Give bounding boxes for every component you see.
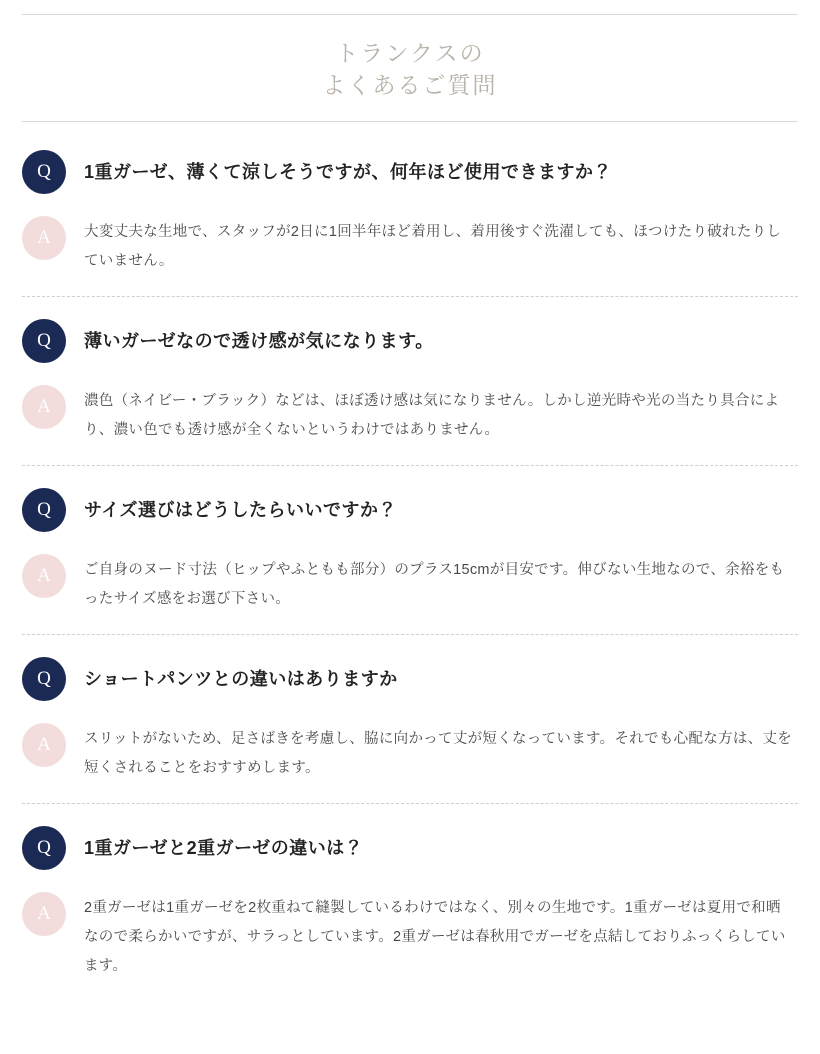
question-badge-icon: Q — [22, 319, 66, 363]
answer-badge-icon: A — [22, 723, 66, 767]
answer-badge-icon: A — [22, 216, 66, 260]
faq-question-row — [22, 657, 798, 701]
faq-question-text: サイズ選びはどうしたらいいですか？ — [84, 500, 398, 520]
faq-answer-text: ご自身のヌード寸法（ヒップやふともも部分）のプラス15cmが目安です。伸びない生地なので、余裕をもったサイズ感をお選び下さい。 — [84, 562, 785, 607]
faq-answer-text: 大変丈夫な生地で、スタッフが2日に1回半年ほど着用し、着用後すぐ洗濯しても、ほつけたり破れたりしていません。 — [84, 224, 782, 269]
question-badge-icon: Q — [22, 488, 66, 532]
faq-answer-text: 2重ガーゼは1重ガーゼを2枚重ねて縫製しているわけではなく、別々の生地です。1重ガーゼは夏用で和晒なので柔らかいですが、サラっとしています。2重ガーゼは春秋用でガーゼを点結しておりふっくらしています。 — [84, 900, 786, 974]
answer-badge-icon: A — [22, 892, 66, 936]
faq-answer-row — [22, 216, 798, 276]
faq-answer-row — [22, 385, 798, 445]
page-title-line-1: トランクスの — [335, 40, 485, 66]
faq-question-row — [22, 319, 798, 363]
question-badge-icon: Q — [22, 826, 66, 870]
faq-question-text: 1重ガーゼ、薄くて涼しそうですが、何年ほど使用できますか？ — [84, 162, 612, 182]
faq-answer-text: 濃色（ネイビー・ブラック）などは、ほぼ透け感は気になりません。しかし逆光時や光の当たり具合により、濃い色でも透け感が全くないというわけではありません。 — [84, 393, 780, 438]
faq-list — [22, 128, 798, 1001]
faq-item — [22, 128, 798, 297]
faq-answer-text: スリットがないため、足さばきを考慮し、脇に向かって丈が短くなっています。それでも心配な方は、丈を短くされることをおすすめします。 — [84, 731, 793, 776]
faq-page — [0, 14, 820, 1054]
page-header — [22, 14, 798, 122]
faq-answer-row — [22, 723, 798, 783]
faq-question-text: 薄いガーゼなので透け感が気になります。 — [84, 331, 434, 351]
faq-item — [22, 804, 798, 1001]
faq-question-row — [22, 826, 798, 870]
question-badge-icon: Q — [22, 657, 66, 701]
faq-question-text: 1重ガーゼと2重ガーゼの違いは？ — [84, 838, 364, 858]
faq-answer-row — [22, 554, 798, 614]
page-title-line-2: よくあるご質問 — [322, 72, 498, 98]
faq-item — [22, 297, 798, 466]
faq-answer-row — [22, 892, 798, 981]
answer-badge-icon: A — [22, 554, 66, 598]
faq-item — [22, 635, 798, 804]
faq-item — [22, 466, 798, 635]
question-badge-icon: Q — [22, 150, 66, 194]
answer-badge-icon: A — [22, 385, 66, 429]
faq-question-row — [22, 488, 798, 532]
faq-question-row — [22, 150, 798, 194]
faq-question-text: ショートパンツとの違いはありますか — [84, 669, 398, 689]
